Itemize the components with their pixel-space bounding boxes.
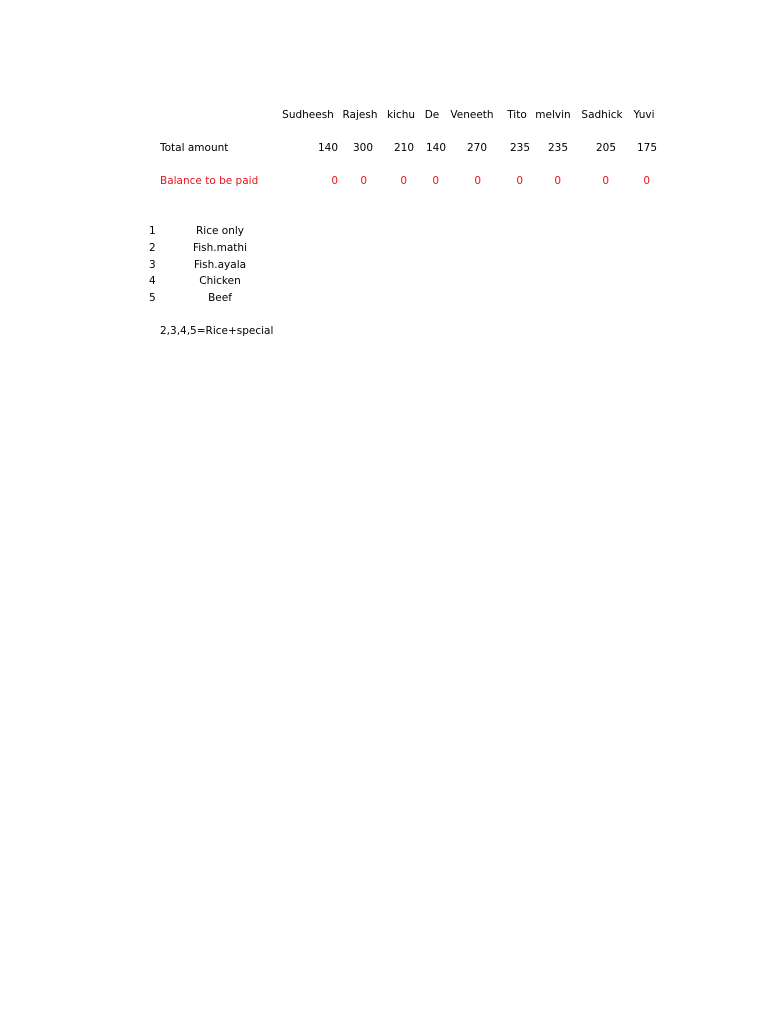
menu-item-number: 2 <box>149 242 156 254</box>
balance-cell: 0 <box>400 175 407 187</box>
name-header: Sudheesh <box>282 109 334 121</box>
total-amount-cell: 175 <box>636 142 657 154</box>
menu-item-label: Fish.ayala <box>193 259 247 271</box>
total-amount-label: Total amount <box>160 142 229 154</box>
balance-cell: 0 <box>432 175 439 187</box>
balance-label: Balance to be paid <box>160 175 259 187</box>
menu-item-number: 5 <box>149 292 156 304</box>
total-amount-cell: 270 <box>466 142 487 154</box>
name-header: melvin <box>535 109 571 121</box>
menu-note: 2,3,4,5=Rice+special <box>160 325 274 337</box>
balance-cell: 0 <box>360 175 367 187</box>
total-amount-cell: 210 <box>393 142 414 154</box>
name-header: Rajesh <box>342 109 378 121</box>
menu-item-label: Chicken <box>199 275 241 287</box>
total-amount-cell: 205 <box>595 142 616 154</box>
total-amount-cell: 140 <box>317 142 338 154</box>
total-amount-cell: 235 <box>509 142 530 154</box>
balance-cell: 0 <box>516 175 523 187</box>
name-header: Veneeth <box>450 109 494 121</box>
name-header: Yuvi <box>633 109 655 121</box>
menu-item-number: 4 <box>149 275 156 287</box>
balance-cell: 0 <box>331 175 338 187</box>
balance-cell: 0 <box>643 175 650 187</box>
menu-item-label: Fish.mathi <box>192 242 248 254</box>
balance-cell: 0 <box>602 175 609 187</box>
menu-item-label: Rice only <box>196 225 244 237</box>
total-amount-cell: 235 <box>547 142 568 154</box>
name-header: Tito <box>507 109 527 121</box>
balance-cell: 0 <box>474 175 481 187</box>
name-header: De <box>424 109 440 121</box>
total-amount-cell: 140 <box>425 142 446 154</box>
name-header: kichu <box>386 109 416 121</box>
menu-item-number: 3 <box>149 259 156 271</box>
name-header: Sadhick <box>581 109 623 121</box>
total-amount-cell: 300 <box>352 142 373 154</box>
menu-item-number: 1 <box>149 225 156 237</box>
balance-cell: 0 <box>554 175 561 187</box>
menu-item-label: Beef <box>208 292 232 304</box>
